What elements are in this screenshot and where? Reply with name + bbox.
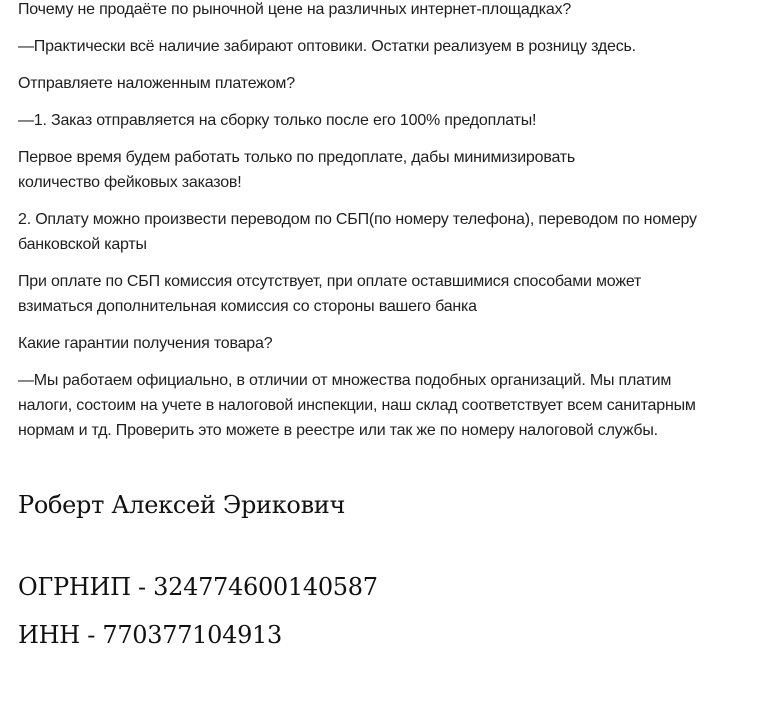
seller-inn: ИНН - 770377104913 [18,621,282,649]
faq-answer-prepayment: —1. Заказ отправляется на сборку только после его 100% предоплаты! [18,112,537,129]
faq-answer-commission: При оплате по СБП комиссия отсутствует, при оплате оставшимися способами может взиматься дополнительная комиссия со стороны вашего банка [18,273,642,315]
faq-answer-payment-methods: 2. Оплату можно произвести переводом по СБП(по номеру телефона), переводом по номеру банковской карты [18,211,697,253]
seller-ogrnip: ОГРНИП - 324774600140587 [18,573,378,601]
faq-question-guarantees: Какие гарантии получения товара? [18,335,273,352]
faq-question-price: Почему не продаёте по рыночной цене на различных интернет-площадках? [18,1,572,18]
faq-answer-price: —Практически всё наличие забирают оптовики. Остатки реализуем в розницу здесь. [18,38,636,55]
faq-answer-prepayment-note: Первое время будем работать только по предоплате, дабы минимизировать количество фейковых заказов! [18,149,576,191]
seller-name: Роберт Алексей Эрикович [18,491,346,519]
faq-question-cod: Отправляете наложенным платежом? [18,75,295,92]
faq-answer-guarantees: —Мы работаем официально, в отличии от множества подобных организаций. Мы платим налоги, состоим на учете в налоговой инспекции, наш склад соответствует всем санитарным нормам и тд. Проверить это можете в реестре или так же по номеру налоговой службы. [18,372,696,439]
document-body [18,0,758,650]
